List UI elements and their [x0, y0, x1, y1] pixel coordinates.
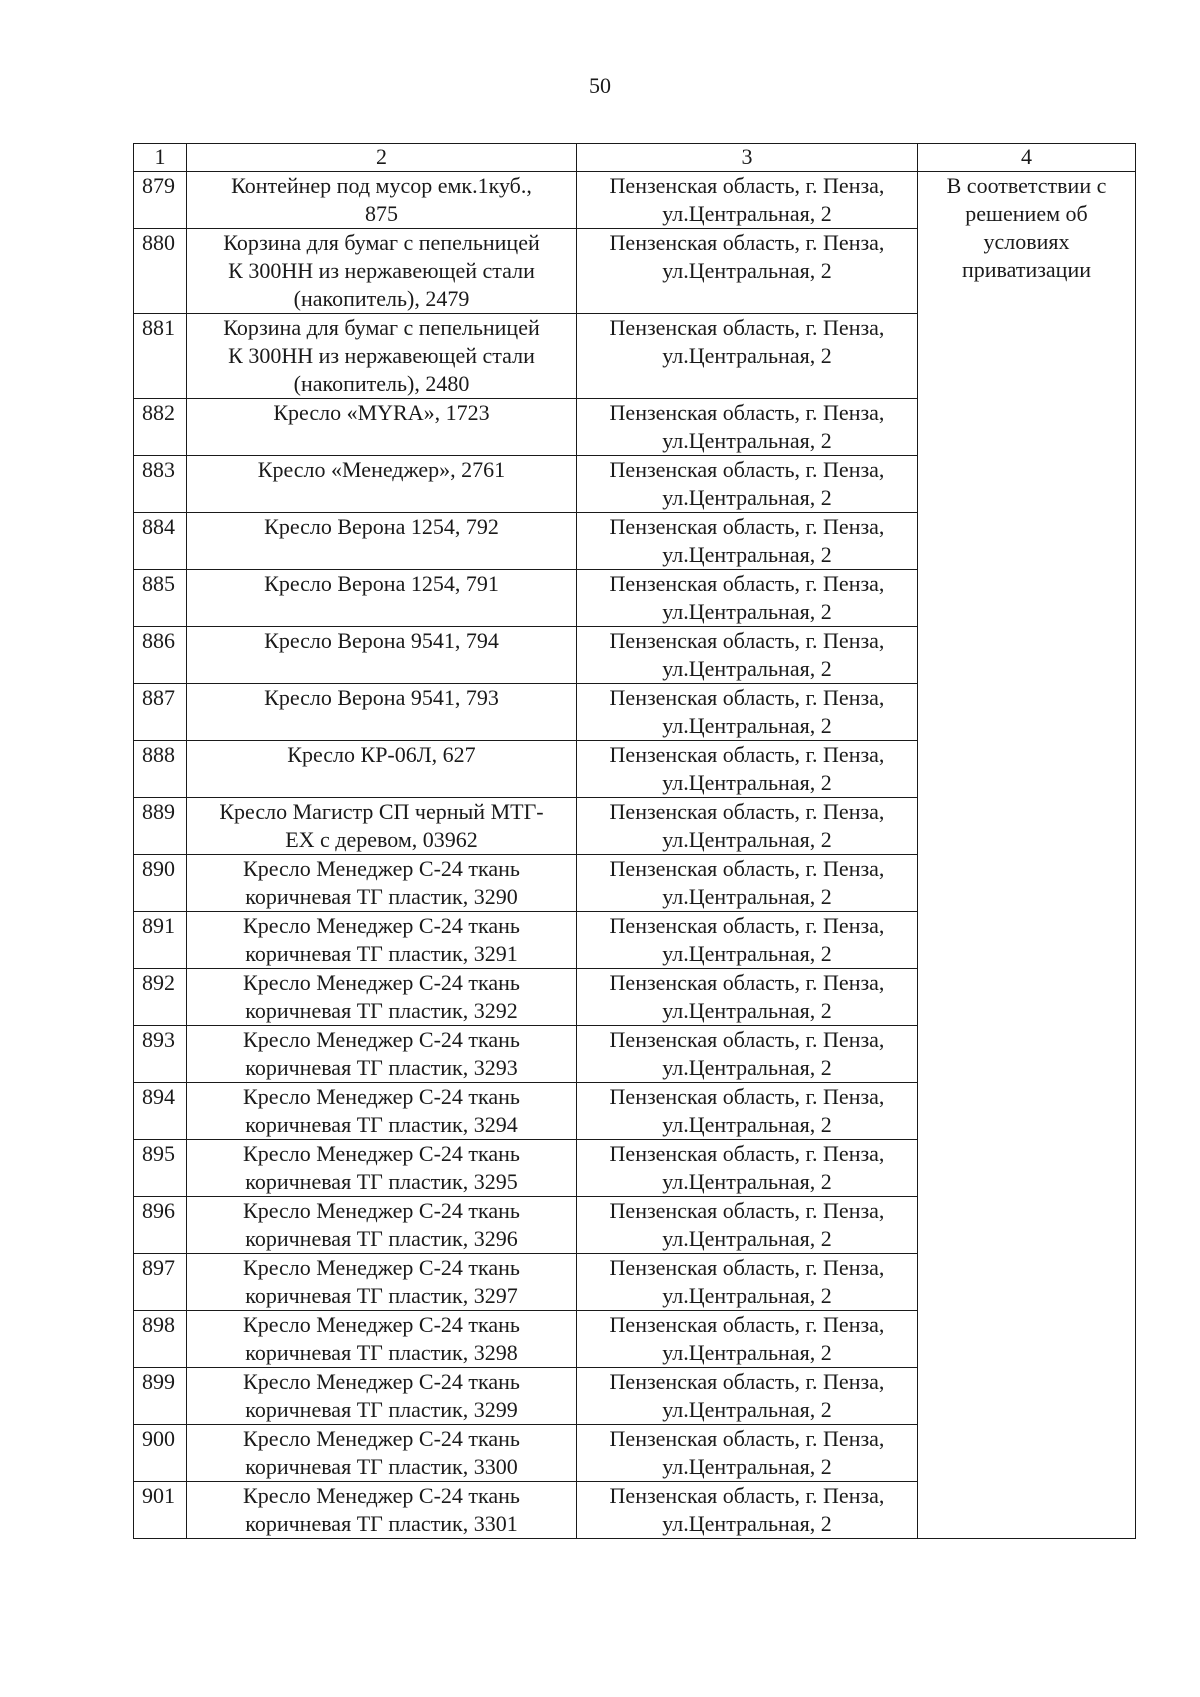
item-name-cell [187, 912, 577, 969]
address-line: ул.Центральная, 2 [662, 1511, 832, 1536]
address-line: Пензенская область, г. Пенза, [609, 799, 885, 824]
item-name-cell [187, 1482, 577, 1539]
address-line: ул.Центральная, 2 [662, 485, 832, 510]
row-number: 893 [134, 1026, 187, 1083]
item-name-cell [187, 1026, 577, 1083]
address-line: Пензенская область, г. Пенза, [609, 1255, 885, 1280]
item-name-line: коричневая ТГ пластик, 3293 [245, 1055, 518, 1080]
item-name-line: коричневая ТГ пластик, 3294 [245, 1112, 518, 1137]
item-name-line: Кресло Верона 9541, 794 [264, 628, 499, 653]
row-number: 898 [134, 1311, 187, 1368]
item-name-cell [187, 513, 577, 570]
address-cell [577, 855, 918, 912]
address-cell [577, 456, 918, 513]
row-number: 901 [134, 1482, 187, 1539]
item-name-cell [187, 1368, 577, 1425]
item-name-line: Кресло Менеджер С-24 ткань [243, 1483, 520, 1508]
address-line: Пензенская область, г. Пенза, [609, 685, 885, 710]
address-line: ул.Центральная, 2 [662, 884, 832, 909]
item-name-line: (накопитель), 2480 [293, 371, 470, 396]
item-name-line: Кресло Менеджер С-24 ткань [243, 1141, 520, 1166]
item-name-cell [187, 1197, 577, 1254]
address-cell [577, 1083, 918, 1140]
column-header-address: 3 [577, 144, 918, 172]
address-cell [577, 1140, 918, 1197]
address-line: Пензенская область, г. Пенза, [609, 628, 885, 653]
item-name-line: Корзина для бумаг с пепельницей [223, 230, 540, 255]
item-name-line: Кресло Верона 1254, 792 [264, 514, 499, 539]
address-line: ул.Центральная, 2 [662, 941, 832, 966]
item-name-line: Кресло Верона 1254, 791 [264, 571, 499, 596]
item-name-line: Кресло Менеджер С-24 ткань [243, 1426, 520, 1451]
address-line: Пензенская область, г. Пенза, [609, 1312, 885, 1337]
header-row [134, 144, 1136, 172]
address-line: ул.Центральная, 2 [662, 1340, 832, 1365]
address-cell [577, 1482, 918, 1539]
address-line: Пензенская область, г. Пенза, [609, 230, 885, 255]
table-body [134, 144, 1136, 1539]
address-line: ул.Центральная, 2 [662, 1055, 832, 1080]
address-line: ул.Центральная, 2 [662, 656, 832, 681]
row-number: 885 [134, 570, 187, 627]
address-cell [577, 1254, 918, 1311]
address-line: Пензенская область, г. Пенза, [609, 1426, 885, 1451]
item-name-line: К 300НН из нержавеющей стали [228, 343, 535, 368]
row-number: 895 [134, 1140, 187, 1197]
address-cell [577, 912, 918, 969]
item-name-cell [187, 456, 577, 513]
privatization-condition-cell [918, 172, 1136, 1539]
item-name-line: Кресло «Менеджер», 2761 [257, 457, 506, 482]
item-name-line: коричневая ТГ пластик, 3292 [245, 998, 518, 1023]
address-cell [577, 1425, 918, 1482]
item-name-cell [187, 172, 577, 229]
address-cell [577, 741, 918, 798]
item-name-cell [187, 741, 577, 798]
row-number: 884 [134, 513, 187, 570]
address-line: Пензенская область, г. Пенза, [609, 514, 885, 539]
address-line: Пензенская область, г. Пенза, [609, 173, 885, 198]
address-line: ул.Центральная, 2 [662, 998, 832, 1023]
item-name-line: Кресло Менеджер С-24 ткань [243, 1084, 520, 1109]
item-name-cell [187, 399, 577, 456]
address-line: Пензенская область, г. Пенза, [609, 1084, 885, 1109]
address-line: Пензенская область, г. Пенза, [609, 1483, 885, 1508]
item-name-line: Кресло Менеджер С-24 ткань [243, 856, 520, 881]
address-cell [577, 1311, 918, 1368]
item-name-line: Кресло Менеджер С-24 ткань [243, 1369, 520, 1394]
address-cell [577, 314, 918, 399]
address-line: ул.Центральная, 2 [662, 542, 832, 567]
item-name-line: коричневая ТГ пластик, 3301 [245, 1511, 518, 1536]
item-name-cell [187, 1083, 577, 1140]
address-line: Пензенская область, г. Пенза, [609, 913, 885, 938]
item-name-line: Кресло «MYRA», 1723 [273, 400, 490, 425]
item-name-line: коричневая ТГ пластик, 3291 [245, 941, 518, 966]
address-line: ул.Центральная, 2 [662, 1397, 832, 1422]
item-name-cell [187, 1254, 577, 1311]
row-number: 887 [134, 684, 187, 741]
inventory-table [133, 143, 1136, 1539]
item-name-line: ЕХ с деревом, 03962 [285, 827, 478, 852]
item-name-line: Кресло Верона 9541, 793 [264, 685, 499, 710]
item-name-line: коричневая ТГ пластик, 3295 [245, 1169, 518, 1194]
item-name-line: коричневая ТГ пластик, 3300 [245, 1454, 518, 1479]
address-line: ул.Центральная, 2 [662, 713, 832, 738]
address-cell [577, 570, 918, 627]
row-number: 889 [134, 798, 187, 855]
column-header-number: 1 [134, 144, 187, 172]
item-name-line: Кресло КР-06Л, 627 [287, 742, 476, 767]
row-number: 896 [134, 1197, 187, 1254]
item-name-line: Кресло Магистр СП черный МТГ- [219, 799, 544, 824]
item-name-line: коричневая ТГ пластик, 3290 [245, 884, 518, 909]
item-name-line: коричневая ТГ пластик, 3296 [245, 1226, 518, 1251]
address-line: ул.Центральная, 2 [662, 1454, 832, 1479]
row-number: 890 [134, 855, 187, 912]
condition-line: решением об [965, 201, 1088, 226]
row-number: 880 [134, 229, 187, 314]
address-cell [577, 229, 918, 314]
column-header-condition: 4 [918, 144, 1136, 172]
table-row [134, 172, 1136, 229]
item-name-cell [187, 314, 577, 399]
item-name-cell [187, 627, 577, 684]
item-name-line: Кресло Менеджер С-24 ткань [243, 913, 520, 938]
address-cell [577, 399, 918, 456]
address-line: Пензенская область, г. Пенза, [609, 856, 885, 881]
item-name-cell [187, 969, 577, 1026]
row-number: 899 [134, 1368, 187, 1425]
address-line: ул.Центральная, 2 [662, 258, 832, 283]
address-line: Пензенская область, г. Пенза, [609, 742, 885, 767]
item-name-line: коричневая ТГ пластик, 3299 [245, 1397, 518, 1422]
address-line: Пензенская область, г. Пенза, [609, 571, 885, 596]
column-header-name: 2 [187, 144, 577, 172]
item-name-line: коричневая ТГ пластик, 3297 [245, 1283, 518, 1308]
address-cell [577, 798, 918, 855]
address-line: ул.Центральная, 2 [662, 1169, 832, 1194]
item-name-cell [187, 570, 577, 627]
address-cell [577, 1197, 918, 1254]
row-number: 882 [134, 399, 187, 456]
address-line: Пензенская область, г. Пенза, [609, 1141, 885, 1166]
address-line: ул.Центральная, 2 [662, 1226, 832, 1251]
address-line: Пензенская область, г. Пенза, [609, 315, 885, 340]
item-name-line: Корзина для бумаг с пепельницей [223, 315, 540, 340]
row-number: 886 [134, 627, 187, 684]
row-number: 897 [134, 1254, 187, 1311]
address-line: ул.Центральная, 2 [662, 770, 832, 795]
item-name-line: Кресло Менеджер С-24 ткань [243, 1255, 520, 1280]
row-number: 883 [134, 456, 187, 513]
address-line: Пензенская область, г. Пенза, [609, 970, 885, 995]
condition-line: приватизации [961, 257, 1091, 282]
address-line: ул.Центральная, 2 [662, 1112, 832, 1137]
address-line: ул.Центральная, 2 [662, 827, 832, 852]
address-line: Пензенская область, г. Пенза, [609, 457, 885, 482]
address-line: ул.Центральная, 2 [662, 599, 832, 624]
item-name-line: К 300НН из нержавеющей стали [228, 258, 535, 283]
address-line: Пензенская область, г. Пенза, [609, 400, 885, 425]
address-line: Пензенская область, г. Пенза, [609, 1198, 885, 1223]
condition-line: условиях [983, 229, 1070, 254]
address-line: ул.Центральная, 2 [662, 201, 832, 226]
address-cell [577, 1368, 918, 1425]
address-line: Пензенская область, г. Пенза, [609, 1027, 885, 1052]
item-name-cell [187, 1425, 577, 1482]
item-name-cell [187, 684, 577, 741]
address-line: ул.Центральная, 2 [662, 1283, 832, 1308]
address-cell [577, 513, 918, 570]
row-number: 891 [134, 912, 187, 969]
condition-line: В соответствии с [946, 173, 1107, 198]
address-cell [577, 627, 918, 684]
address-line: Пензенская область, г. Пенза, [609, 1369, 885, 1394]
row-number: 892 [134, 969, 187, 1026]
row-number: 881 [134, 314, 187, 399]
item-name-cell [187, 1311, 577, 1368]
item-name-cell [187, 1140, 577, 1197]
item-name-line: Кресло Менеджер С-24 ткань [243, 1198, 520, 1223]
item-name-line: Контейнер под мусор емк.1куб., [231, 173, 532, 198]
item-name-line: Кресло Менеджер С-24 ткань [243, 1312, 520, 1337]
address-cell [577, 1026, 918, 1083]
address-cell [577, 969, 918, 1026]
item-name-cell [187, 798, 577, 855]
row-number: 894 [134, 1083, 187, 1140]
item-name-line: (накопитель), 2479 [293, 286, 470, 311]
row-number: 888 [134, 741, 187, 798]
page-number: 50 [589, 73, 611, 98]
address-line: ул.Центральная, 2 [662, 343, 832, 368]
item-name-cell [187, 229, 577, 314]
item-name-cell [187, 855, 577, 912]
row-number: 900 [134, 1425, 187, 1482]
address-cell [577, 684, 918, 741]
item-name-line: коричневая ТГ пластик, 3298 [245, 1340, 518, 1365]
address-cell [577, 172, 918, 229]
item-name-line: Кресло Менеджер С-24 ткань [243, 1027, 520, 1052]
row-number: 879 [134, 172, 187, 229]
address-line: ул.Центральная, 2 [662, 428, 832, 453]
item-name-line: Кресло Менеджер С-24 ткань [243, 970, 520, 995]
item-name-line: 875 [365, 201, 398, 226]
